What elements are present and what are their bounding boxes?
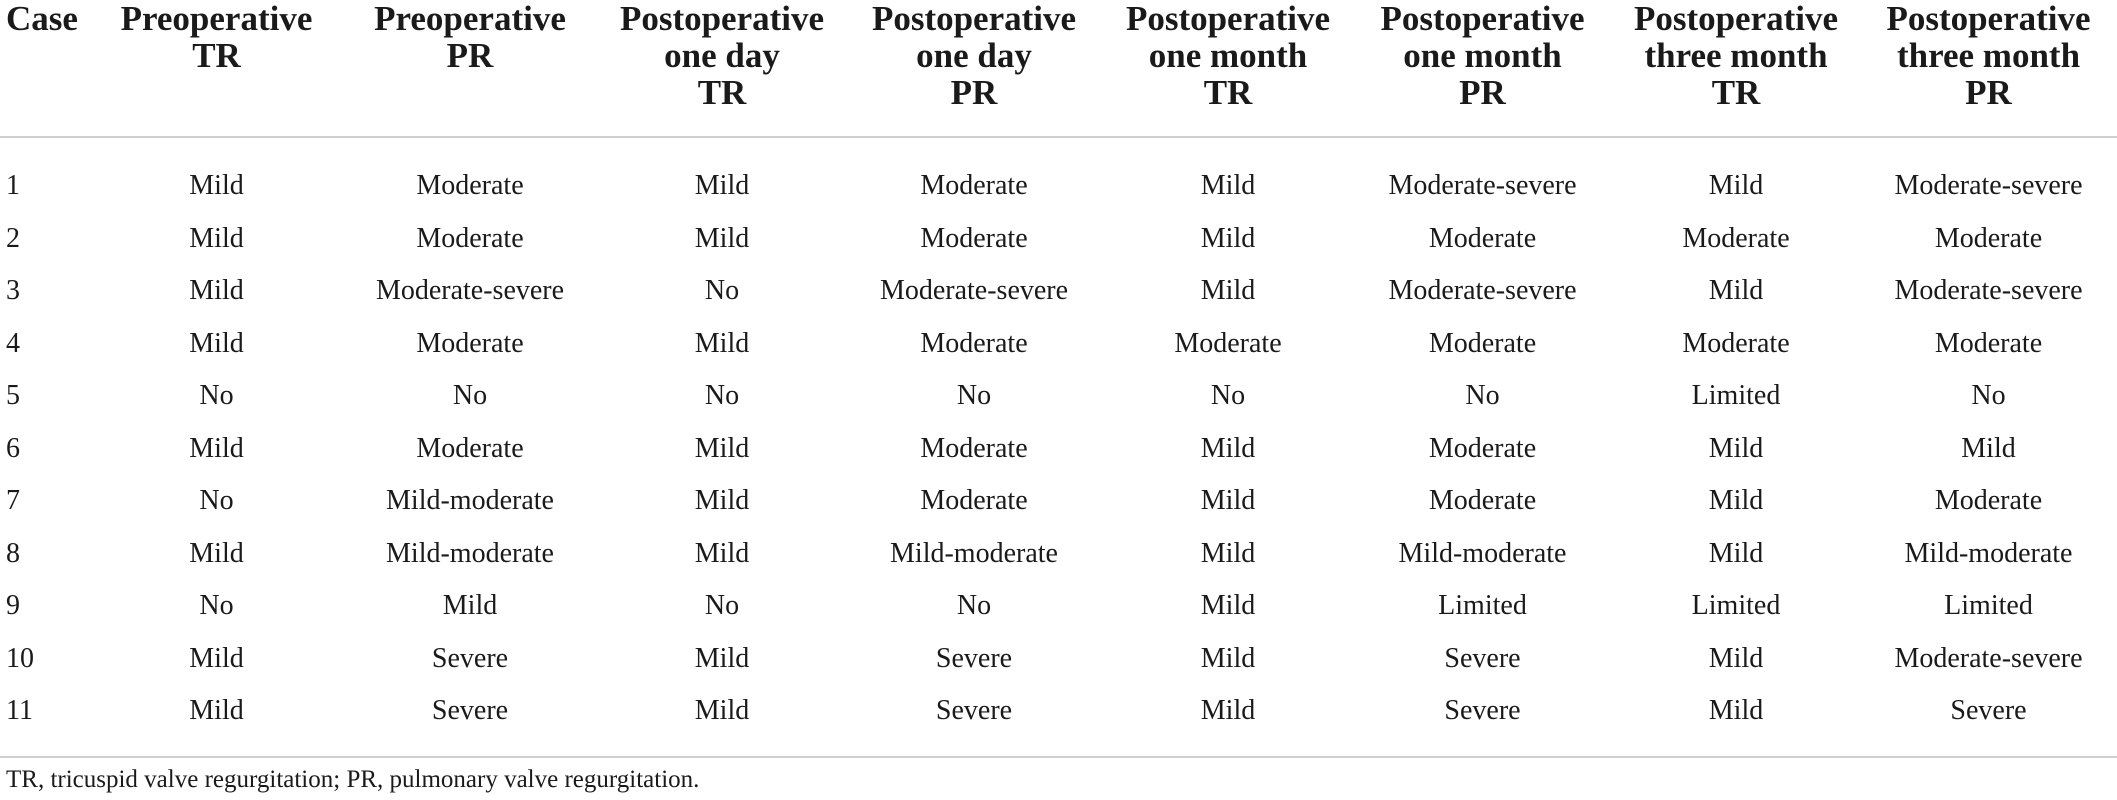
- table-cell: Mild-moderate: [1398, 537, 1567, 569]
- table-cell: No: [1210, 380, 1246, 411]
- table-cell: Moderate-severe: [1388, 170, 1577, 202]
- table-cell: Moderate: [1934, 222, 2043, 254]
- column-header-line: TR: [697, 73, 747, 112]
- table-cell: Mild: [694, 327, 750, 359]
- table-cell: Mild: [694, 222, 750, 254]
- column-header: [845, 0, 1103, 137]
- table-cell: Moderate-severe: [879, 275, 1069, 306]
- column-header: [1612, 0, 1860, 137]
- column-header-line: three month: [1644, 36, 1828, 75]
- case-number-cell: 11: [0, 685, 92, 757]
- table-cell: Moderate: [1428, 222, 1537, 254]
- table-row: [0, 475, 2117, 528]
- table-row: [0, 213, 2117, 266]
- table-row: [0, 318, 2117, 371]
- table-cell: Moderate: [920, 485, 1028, 516]
- table-cell: Mild: [694, 485, 750, 516]
- table-cell: Mild: [1200, 170, 1256, 202]
- table-cell: Mild: [442, 590, 498, 621]
- table-cell: No: [199, 485, 234, 516]
- table-cell: Limited: [1691, 380, 1781, 411]
- table-cell: Mild: [599, 685, 845, 757]
- table-cell: Mild: [694, 537, 750, 569]
- column-header-line: PR: [446, 36, 494, 75]
- table-cell: Moderate-severe: [1894, 170, 2083, 202]
- column-header-line: PR: [1459, 73, 1506, 112]
- table-cell: Moderate: [416, 432, 524, 464]
- table-cell: No: [1971, 380, 2006, 411]
- table-cell: Mild: [1200, 485, 1256, 516]
- column-header-line: Postoperative: [1633, 0, 1839, 38]
- table-row: [0, 528, 2117, 581]
- column-header-line: TR: [192, 36, 241, 75]
- table-cell: No: [199, 590, 234, 621]
- table-cell: Severe: [1860, 685, 2117, 757]
- column-header: [92, 0, 341, 137]
- table-cell: Mild-moderate: [386, 485, 554, 516]
- column-header-line: Preoperative: [120, 0, 313, 38]
- table-cell: Mild: [189, 537, 244, 569]
- table-cell: Moderate: [1428, 485, 1537, 516]
- case-number-cell: 6: [6, 432, 20, 464]
- table-cell: Moderate: [416, 327, 524, 359]
- table-cell: Moderate: [920, 327, 1028, 359]
- table-cell: Moderate: [1934, 327, 2043, 359]
- column-header-line: Postoperative: [1380, 0, 1585, 38]
- table-cell: Mild: [189, 642, 244, 674]
- column-header-line: one month: [1148, 36, 1308, 75]
- table-cell: Moderate-severe: [375, 275, 565, 306]
- table-cell: Mild-moderate: [386, 537, 554, 569]
- table-cell: Mild: [189, 327, 244, 359]
- table-cell: No: [956, 590, 992, 621]
- column-header-line: one day: [664, 36, 780, 75]
- table-cell: Mild: [1708, 537, 1764, 569]
- column-header-line: one day: [916, 36, 1032, 75]
- column-header: [341, 0, 599, 137]
- table-cell: Moderate-severe: [1894, 275, 2083, 306]
- table-cell: No: [452, 380, 488, 411]
- table-cell: Limited: [1944, 590, 2033, 621]
- case-number-cell: 2: [6, 222, 20, 254]
- table-cell: Mild: [189, 222, 244, 254]
- table-cell: Mild: [694, 170, 750, 202]
- table-footnote: TR, tricuspid valve regurgitation; PR, pulmonary valve regurgitation.: [6, 766, 700, 793]
- table-body: [0, 137, 2117, 757]
- table-cell: Mild: [1200, 590, 1256, 621]
- table-cell: Mild: [1200, 275, 1256, 306]
- table-cell: Limited: [1691, 590, 1781, 621]
- table-cell: Moderate-severe: [1388, 275, 1577, 306]
- column-header-line: one month: [1403, 36, 1562, 75]
- column-header: [1860, 0, 2117, 137]
- column-header-line: Postoperative: [1125, 0, 1331, 38]
- table-cell: Moderate: [920, 170, 1028, 202]
- table-cell: Moderate-severe: [1894, 642, 2083, 674]
- table-cell: Moderate: [920, 222, 1028, 254]
- table-row: [0, 370, 2117, 423]
- table-cell: No: [199, 380, 234, 411]
- column-header-line: TR: [1711, 73, 1761, 112]
- table-cell: Moderate: [416, 222, 524, 254]
- table-cell: Moderate: [1428, 432, 1537, 464]
- table-cell: Mild: [1708, 485, 1764, 516]
- column-header: [1353, 0, 1612, 137]
- case-number-cell: 5: [6, 380, 20, 411]
- table-cell: Mild: [694, 642, 750, 674]
- table-row: [0, 633, 2117, 686]
- table-cell: No: [704, 590, 740, 621]
- table-row: [0, 423, 2117, 476]
- column-header-line: PR: [950, 73, 998, 112]
- column-header-case: [0, 0, 92, 137]
- table-cell: Moderate: [1428, 327, 1537, 359]
- table-cell: Mild: [694, 432, 750, 464]
- case-number-cell: 4: [6, 327, 20, 359]
- table-cell: Moderate: [1934, 485, 2043, 516]
- table-cell: Mild: [189, 432, 244, 464]
- table-cell: Mild: [92, 685, 341, 757]
- table-cell: Mild: [189, 170, 244, 202]
- table-cell: Severe: [431, 642, 509, 674]
- table-cell: No: [1465, 380, 1500, 411]
- table-cell: Mild: [1103, 685, 1353, 757]
- column-header-line: PR: [1965, 73, 2012, 112]
- column-header: [1103, 0, 1353, 137]
- table-cell: Mild: [189, 275, 244, 306]
- column-header-line: Postoperative: [1886, 0, 2091, 38]
- column-header-line: Case: [6, 0, 78, 38]
- table-cell: No: [704, 275, 740, 306]
- table-row: [0, 580, 2117, 633]
- column-header: [599, 0, 845, 137]
- table-header-row: [0, 0, 2117, 137]
- table-cell: Severe: [341, 685, 599, 757]
- case-number-cell: 3: [6, 275, 20, 306]
- table-cell: Mild: [1612, 685, 1860, 757]
- case-number-cell: 1: [6, 170, 20, 202]
- table-cell: Mild: [1708, 432, 1764, 464]
- table-cell: Severe: [845, 685, 1103, 757]
- table-cell: Mild: [1200, 432, 1256, 464]
- table-cell: No: [956, 380, 992, 411]
- column-header-line: Postoperative: [871, 0, 1077, 38]
- column-header-line: Preoperative: [374, 0, 566, 38]
- table-row: [0, 265, 2117, 318]
- case-number-cell: 9: [6, 590, 20, 621]
- table-cell: Mild: [1961, 432, 2016, 464]
- column-header-line: Postoperative: [619, 0, 825, 38]
- table-cell: Severe: [1353, 685, 1612, 757]
- case-number-cell: 8: [6, 537, 20, 569]
- table-cell: Severe: [935, 642, 1013, 674]
- table-cell: Mild-moderate: [1904, 537, 2073, 569]
- table-cell: Mild: [1200, 222, 1256, 254]
- case-number-cell: 10: [6, 642, 34, 674]
- column-header-line: three month: [1896, 36, 2081, 75]
- table-cell: Mild: [1708, 275, 1764, 306]
- table-cell: Mild: [1708, 642, 1764, 674]
- table-cell: Mild-moderate: [890, 537, 1058, 569]
- table-cell: Moderate: [1174, 327, 1282, 359]
- table-cell: Severe: [1444, 642, 1521, 674]
- table-cell: Mild: [1200, 642, 1256, 674]
- table-cell: Moderate: [920, 432, 1028, 464]
- column-header-line: TR: [1203, 73, 1253, 112]
- table-cell: Mild: [1708, 170, 1764, 202]
- case-number-cell: 7: [6, 485, 20, 516]
- table-cell: Moderate: [416, 170, 524, 202]
- table-cell: Moderate: [1682, 222, 1790, 254]
- table-cell: Moderate: [1682, 327, 1790, 359]
- table-cell: Mild: [1200, 537, 1256, 569]
- table-cell: Limited: [1438, 590, 1527, 621]
- table-cell: No: [704, 380, 740, 411]
- table-row: [0, 685, 2117, 757]
- table-row: [0, 137, 2117, 213]
